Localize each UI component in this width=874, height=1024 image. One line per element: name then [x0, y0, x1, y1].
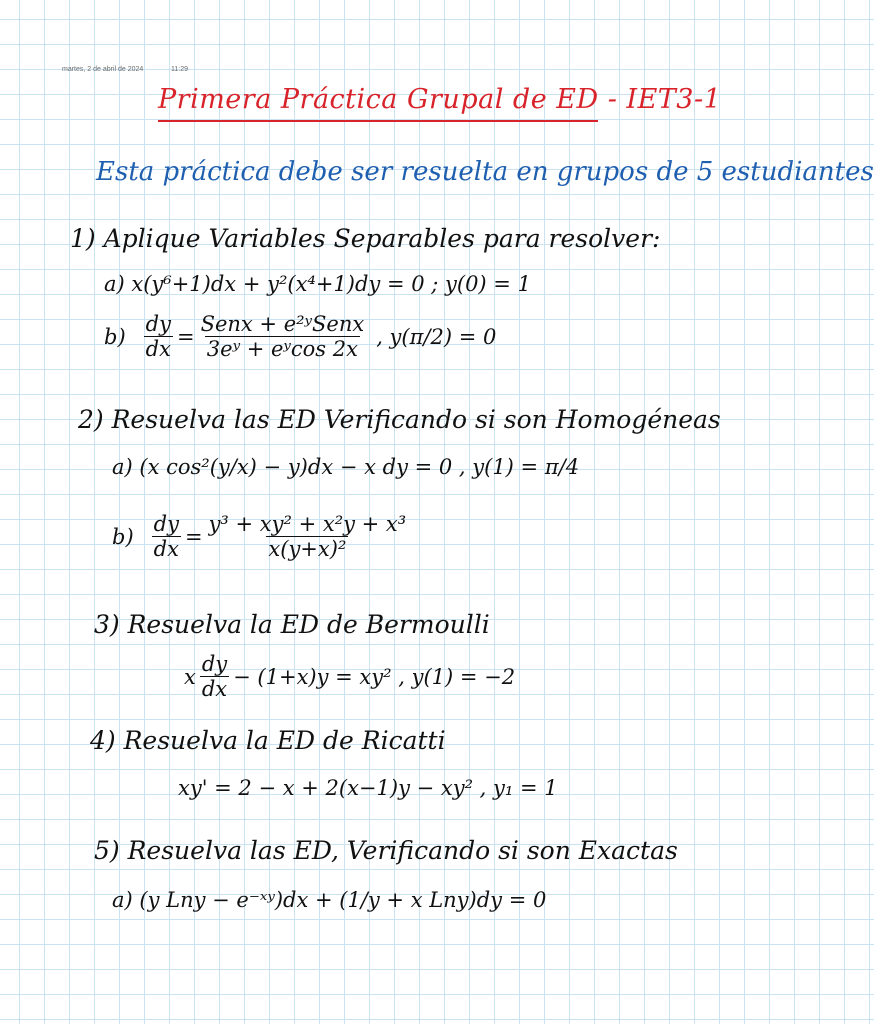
problem-2b-lhs-num: dy [153, 512, 179, 536]
problem-1b-lhs-num: dy [145, 312, 171, 336]
problem-4-equation: xy' = 2 − x + 2(x−1)y − xy² , y₁ = 1 [178, 776, 558, 800]
problem-1b-rhs-den: 3eʸ + eʸcos 2x [206, 337, 358, 361]
problem-5a-equation: a) (y Lny − e⁻ˣʸ)dx + (1/y + x Lny)dy = 0 [112, 888, 547, 912]
problem-1a-equation: a) x(y⁶+1)dx + y²(x⁴+1)dy = 0 ; y(0) = 1 [104, 272, 531, 296]
problem-1b-rhs-fraction [199, 312, 367, 361]
problem-3-num: dy [201, 652, 228, 676]
title-underline [158, 120, 598, 122]
problem-2a-equation: a) (x cos²(y/x) − y)dx − x dy = 0 , y(1) = π/4 [112, 455, 580, 479]
problem-2b-rhs-num: y³ + xy² + x²y + x³ [208, 512, 407, 536]
problem-2b-label: b) [112, 524, 134, 549]
problem-3-den: dx [201, 677, 228, 701]
problem-1b-lhs-fraction [144, 312, 173, 361]
equals-sign: = [184, 524, 203, 549]
problem-2b-rhs-den: x(y+x)² [268, 537, 347, 561]
problem-3-eq-pre: x [184, 664, 196, 689]
problem-3-equation [184, 652, 515, 701]
instruction-text: Esta práctica debe ser resuelta en grupos de 5 estudiantes [96, 157, 874, 187]
problem-2b-equation [112, 512, 412, 561]
problem-3-heading: 3) Resuelva la ED de Bermoulli [94, 610, 490, 639]
problem-3-eq-post: − (1+x)y = xy² , y(1) = −2 [233, 664, 516, 689]
problem-1b-condition: , y(π/2) = 0 [376, 324, 497, 349]
problem-2b-lhs-den: dx [153, 537, 179, 561]
problem-1b-rhs-num: Senx + e²ʸSenx [200, 312, 365, 336]
problem-5-heading: 5) Resuelva las ED, Verificando si son Exactas [94, 836, 678, 865]
note-date: martes, 2 de abril de 2024 [62, 66, 144, 73]
problem-1-heading: 1) Aplique Variables Separables para resolver: [70, 224, 661, 253]
problem-2-heading: 2) Resuelva las ED Verificando si son Homogéneas [78, 405, 721, 434]
page-title: Primera Práctica Grupal de ED - IET3-1 [158, 84, 722, 115]
equals-sign: = [176, 324, 195, 349]
problem-1b-label: b) [104, 324, 126, 349]
problem-4-heading: 4) Resuelva la ED de Ricatti [90, 726, 446, 755]
problem-2b-lhs-fraction [152, 512, 181, 561]
note-time: 11:29 [171, 66, 188, 73]
problem-2b-rhs-fraction [207, 512, 409, 561]
problem-1b-equation [104, 312, 496, 361]
problem-3-fraction [200, 652, 229, 701]
problem-1b-lhs-den: dx [145, 337, 171, 361]
